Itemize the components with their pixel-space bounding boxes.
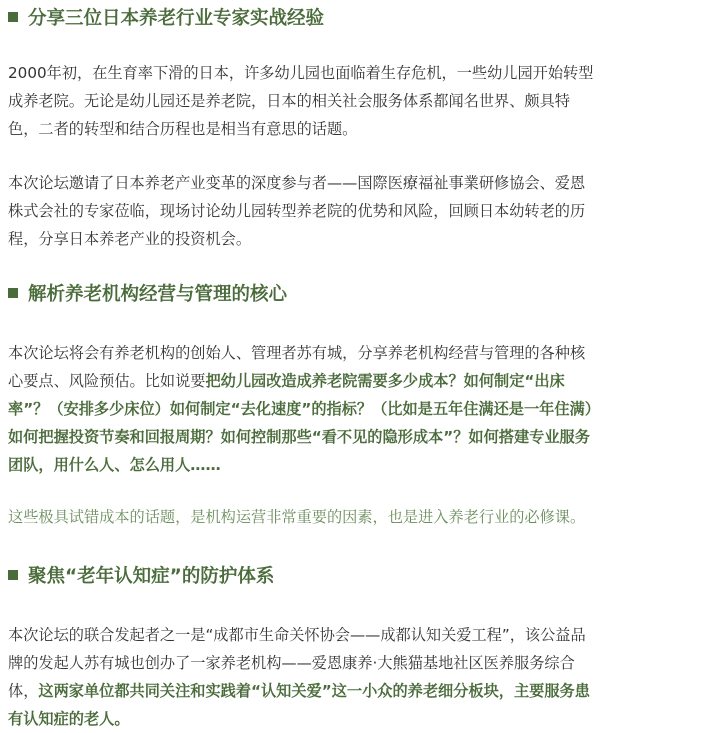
square-bullet-icon bbox=[8, 12, 18, 22]
text-line: 牌的发起人苏有城也创办了一家养老机构——爱恩康养·大熊猫基地社区医养服务综合 bbox=[8, 654, 575, 672]
section-heading-2 bbox=[8, 280, 287, 306]
text-line: 程，分享日本养老产业的投资机会。 bbox=[8, 230, 251, 248]
text-line: 色，二者的转型和结合历程也是相当有意思的话题。 bbox=[8, 120, 358, 138]
section-title: 解析养老机构经营与管理的核心 bbox=[28, 284, 288, 305]
paragraph-history bbox=[8, 59, 696, 143]
paragraph-note bbox=[8, 503, 696, 531]
text-line: 株式会社的专家莅临，现场讨论幼儿园转型养老院的优势和风险，回顾日本幼转老的历 bbox=[8, 202, 586, 220]
square-bullet-icon bbox=[8, 570, 18, 580]
paragraph-management bbox=[8, 339, 696, 479]
paragraph-dementia bbox=[8, 621, 696, 733]
text-line: 本次论坛将会有养老机构的创始人、管理者苏有城，分享养老机构经营与管理的各种核 bbox=[8, 344, 586, 362]
text-highlight: 这两家单位都共同关注和实践着“认知关爱”这一小众的养老细分板块，主要服务患 bbox=[38, 682, 590, 700]
text-highlight: 把幼儿园改造成养老院需要多少成本？如何制定“出床 bbox=[205, 372, 565, 390]
square-bullet-icon bbox=[8, 288, 18, 298]
text-plain: 体， bbox=[8, 682, 39, 700]
section-heading-1 bbox=[8, 4, 324, 30]
paragraph-forum-experts bbox=[8, 169, 696, 253]
text-line-highlight: 团队，用什么人、怎么用人…… bbox=[8, 456, 221, 474]
text-line: 本次论坛邀请了日本养老产业变革的深度参与者——国際医療福祉事業研修協会、爱恩 bbox=[8, 174, 586, 192]
text-line-highlight: 有认知症的老人。 bbox=[8, 710, 130, 728]
text-line: 这些极具试错成本的话题，是机构运营非常重要的因素，也是进入养老行业的必修课。 bbox=[8, 508, 586, 526]
text-line: 2000年初，在生育率下滑的日本，许多幼儿园也面临着生存危机，一些幼儿园开始转型 bbox=[8, 64, 594, 82]
text-plain: 心要点、风险预估。比如说要 bbox=[8, 372, 206, 390]
text-line bbox=[8, 367, 696, 395]
text-line-highlight: 率”？（安排多少床位）如何制定“去化速度”的指标？（比如是五年住满还是一年住满） bbox=[8, 400, 600, 418]
text-line bbox=[8, 677, 696, 705]
section-title: 聚焦“老年认知症”的防护体系 bbox=[28, 566, 275, 587]
text-line-highlight: 如何把握投资节奏和回报周期？如何控制那些“看不见的隐形成本”？如何搭建专业服务 bbox=[8, 428, 590, 446]
section-title: 分享三位日本养老行业专家实战经验 bbox=[28, 8, 325, 29]
text-line: 本次论坛的联合发起者之一是“成都市生命关怀协会——成都认知关爱工程”，该公益品 bbox=[8, 626, 586, 644]
section-heading-3 bbox=[8, 562, 274, 588]
text-line: 成养老院。无论是幼儿园还是养老院，日本的相关社会服务体系都闻名世界、颇具特 bbox=[8, 92, 570, 110]
